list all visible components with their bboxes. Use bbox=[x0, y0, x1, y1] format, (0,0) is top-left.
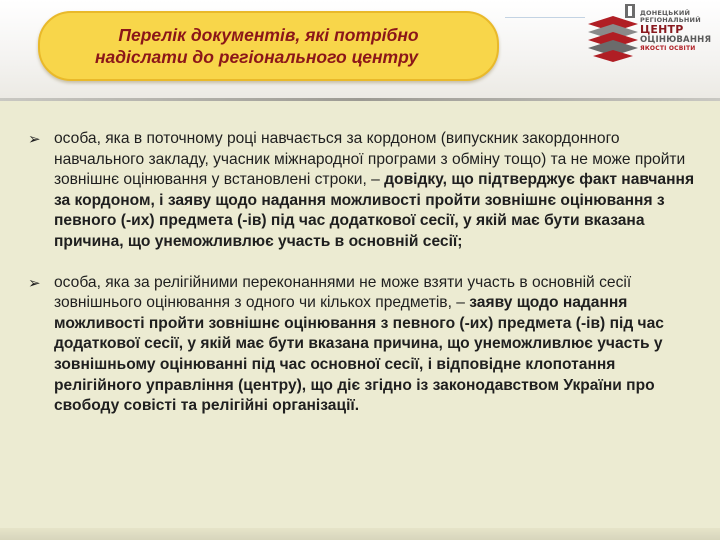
header-rule bbox=[505, 17, 585, 18]
logo-text bbox=[640, 10, 718, 52]
logo-emblem-icon bbox=[585, 2, 641, 66]
list-item bbox=[28, 273, 700, 417]
arrow-bullet-icon: ➢ bbox=[28, 274, 41, 292]
header-divider bbox=[0, 98, 720, 101]
logo-line-5: ЯКОСТІ ОСВІТИ bbox=[640, 45, 696, 52]
logo-line-3: ЦЕНТР bbox=[640, 23, 684, 36]
document-list bbox=[28, 129, 700, 417]
arrow-bullet-icon: ➢ bbox=[28, 131, 41, 148]
page-title bbox=[38, 11, 499, 81]
footer-band bbox=[0, 528, 720, 540]
title-line-1: Перелік документів, які потрібно bbox=[118, 25, 419, 45]
item-required-documents: довідку, що підтверджує факт навчання за кордоном, і заяву щодо надання можливості пройти зовнішнє оцінювання з певного (-их) предмета (-ів) під час додаткової сесії, у якій має бути вказана причина, що унеможливлює участь в основній сесії; bbox=[54, 171, 695, 250]
item-text: особа, яка за релігійними переконаннями не може взяти участь в основній сесії зовнішнього оцінювання з одного чи кількох предметів, – bbox=[54, 273, 632, 312]
logo-line-1: ДОНЕЦЬКИЙ bbox=[640, 9, 691, 17]
logo-line-2: РЕГІОНАЛЬНИЙ bbox=[640, 16, 701, 24]
title-line-2: надіслати до регіонального центру bbox=[94, 47, 419, 67]
organization-logo bbox=[585, 2, 715, 66]
list-item bbox=[28, 129, 700, 253]
item-required-documents: заяву щодо надання можливості пройти зовнішнє оцінювання з певного (-их) предмета (-ів) під час додаткової сесії, у якій має бути вказана причина, що унеможливлює участь у зовнішньому оцінюванні під час основної сесії, і відповідне клопотання релігійного управління (центру), що діє згідно із законодавством України про свободу совісті та релігійні організації. bbox=[54, 294, 664, 415]
item-text: особа, яка в поточному році навчається за кордоном (випускник закордонного навчального закладу, учасник міжнародної програми з обміну тощо) та не може пройти зовнішнє оцінювання у встановлені строки, – bbox=[54, 130, 686, 189]
logo-line-4: ОЦІНЮВАННЯ bbox=[640, 35, 712, 45]
